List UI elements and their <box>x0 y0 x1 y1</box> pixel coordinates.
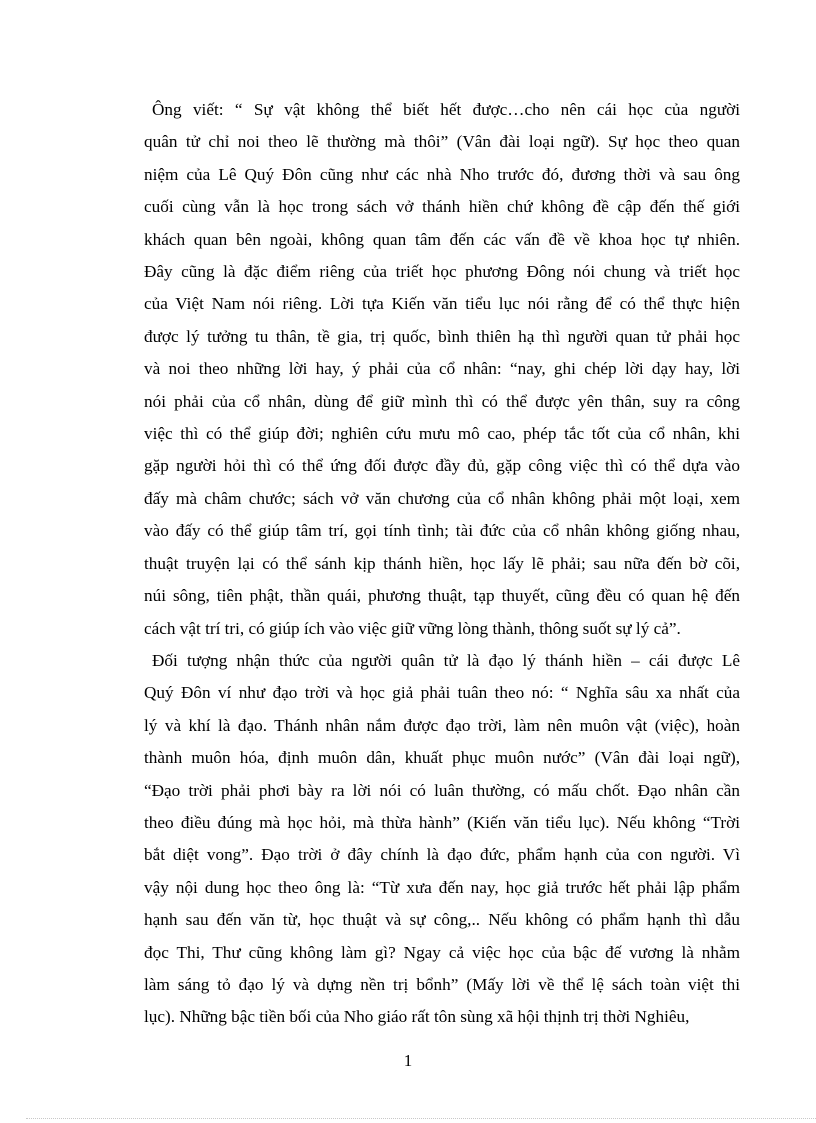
page-number: 1 <box>403 1051 413 1070</box>
text-line: thành muôn hóa, định muôn dân, khuất phục muôn nước” (Vân đài loại ngữ), <box>144 748 740 768</box>
text-line: gặp người hỏi thì có thể ứng đối được đầy đủ, gặp công việc thì có thể dựa vào <box>144 456 740 476</box>
text-line: được lý tưởng tu thân, tề gia, trị quốc, bình thiên hạ thì người quan tử phải học <box>144 326 740 346</box>
body-text <box>144 94 740 1034</box>
text-line: thuật truyện lại có thể sánh kịp thánh hiền, học lấy lẽ phải; sau nữa đến bờ cõi, <box>144 553 740 573</box>
text-line: và noi theo những lời hay, ý phải của cổ nhân: “nay, ghi chép lời dạy hay, lời <box>144 359 740 379</box>
text-line: nói phải của cổ nhân, dùng để giữ mình thì có thể được yên thân, suy ra công <box>144 391 740 411</box>
text-line: lục). Những bậc tiền bối của Nho giáo rất tôn sùng xã hội thịnh trị thời Nghiêu, <box>144 1007 690 1027</box>
text-line: làm sáng tỏ đạo lý và dựng nền trị bổnh” (Mấy lời về thể lệ sách toàn việt thi <box>144 974 740 994</box>
text-line: của Việt Nam nói riêng. Lời tựa Kiến văn tiểu lục nói rằng để có thể thực hiện <box>144 294 740 314</box>
text-line: khách quan bên ngoài, không quan tâm đến các vấn đề về khoa học tự nhiên. <box>144 229 740 249</box>
text-line: “Đạo trời phải phơi bày ra lời nói có luân thường, có mấu chốt. Đạo nhân cần <box>144 780 740 800</box>
text-line: cách vật trí tri, có giúp ích vào việc giữ vững lòng thành, thông suốt sự lý cả”. <box>144 618 681 638</box>
paragraph-2 <box>144 645 740 1034</box>
text-line: đấy mà châm chước; sách vở văn chương của cổ nhân không phải một loại, xem <box>144 488 740 508</box>
text-line: lý và khí là đạo. Thánh nhân nắm được đạo trời, làm nên muôn vật (việc), hoàn <box>144 715 740 735</box>
text-line: vào đấy có thể giúp tâm trí, gọi tính tình; tài đức của cổ nhân không giống nhau, <box>144 521 740 541</box>
text-line: quân tử chỉ noi theo lẽ thường mà thôi” (Vân đài loại ngữ). Sự học theo quan <box>144 132 740 152</box>
text-line: Quý Đôn ví như đạo trời và học giả phải tuân theo nó: “ Nghĩa sâu xa nhất của <box>144 683 740 703</box>
text-line: bắt diệt vong”. Đạo trời ở đây chính là đạo đức, phẩm hạnh của con người. Vì <box>144 845 740 865</box>
text-line: Ông viết: “ Sự vật không thể biết hết được…cho nên cái học của người <box>152 100 740 119</box>
text-line: hạnh sau đến văn từ, học thuật và sự công,.. Nếu không có phẩm hạnh thì dẫu <box>144 910 740 930</box>
paragraph-1 <box>144 94 740 645</box>
text-line: vậy nội dung học theo ông là: “Từ xưa đến nay, học giả trước hết phải lập phẩm <box>144 877 740 897</box>
text-line: Đây cũng là đặc điểm riêng của triết học phương Đông nói chung và triết học <box>144 262 740 282</box>
text-line: việc thì có thể giúp đời; nghiên cứu mưu mô cao, phép tắc tốt của cổ nhân, khi <box>144 424 740 444</box>
text-line: núi sông, tiên phật, thần quái, phương thuật, tạp thuyết, cũng đều có quan hệ đến <box>144 586 740 606</box>
text-line: đọc Thi, Thư cũng không làm gì? Ngay cả việc học của bậc đế vương là nhằm <box>144 942 740 962</box>
page-bottom-divider <box>26 1118 816 1119</box>
text-line: niệm của Lê Quý Đôn cũng như các nhà Nho trước đó, đương thời và sau ông <box>144 164 740 184</box>
text-line: theo điều đúng mà học hỏi, mà thừa hành” (Kiến văn tiểu lục). Nếu không “Trời <box>144 812 740 832</box>
text-line: cuối cùng vẫn là học trong sách vở thánh hiền chứ không đề cập đến thế giới <box>144 197 740 217</box>
text-line: Đối tượng nhận thức của người quân tử là đạo lý thánh hiền – cái được Lê <box>152 650 740 670</box>
